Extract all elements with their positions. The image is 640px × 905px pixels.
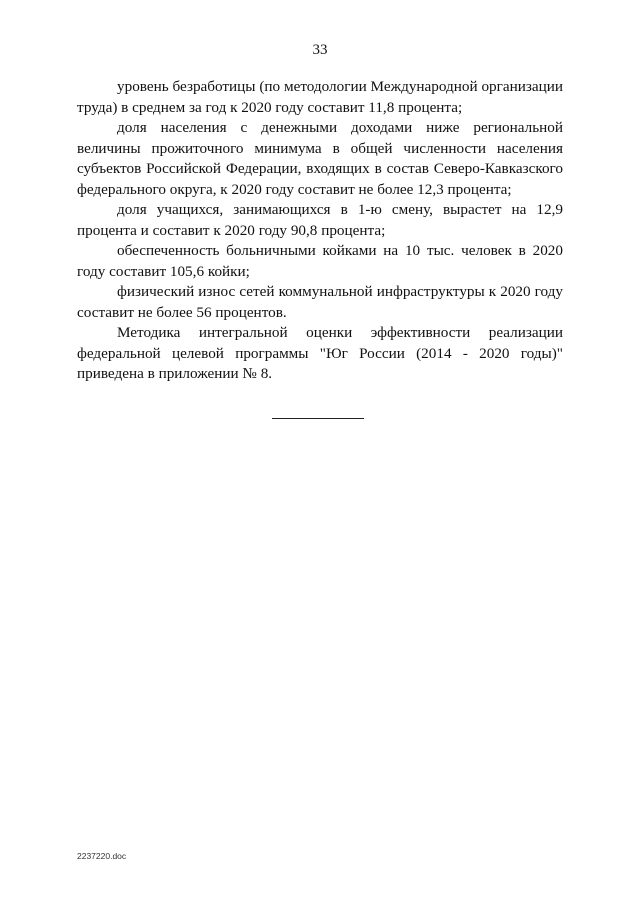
paragraph-hospital-beds: обеспеченность больничными койками на 10 тыс. человек в 2020 году составит 105,6 койки; [77,242,563,280]
paragraph-utility-wear: физический износ сетей коммунальной инфраструктуры к 2020 году составит не более 56 процентов. [77,283,563,321]
paragraph-unemployment: уровень безработицы (по методологии Международной организации труда) в среднем за год к 2020 году составит 11,8 процента; [77,78,563,116]
footer-filename: 2237220.doc [77,851,127,861]
page-number: 33 [312,42,328,58]
paragraph-methodology: Методика интегральной оценки эффективности реализации федеральной целевой программы "Юг России (2014 - 2020 годы)" приведена в приложении № 8. [77,324,563,382]
paragraph-low-income: доля населения с денежными доходами ниже региональной величины прожиточного минимума в общей численности населения субъектов Российской Федерации, входящих в состав Северо-Кавказского федерального округа, к 2020 году составит не более 12,3 процента; [77,119,563,198]
section-divider [272,418,364,419]
paragraph-first-shift: доля учащихся, занимающихся в 1-ю смену, вырастет на 12,9 процента и составит к 2020 году 90,8 процента; [77,201,563,239]
document-body [77,77,563,385]
